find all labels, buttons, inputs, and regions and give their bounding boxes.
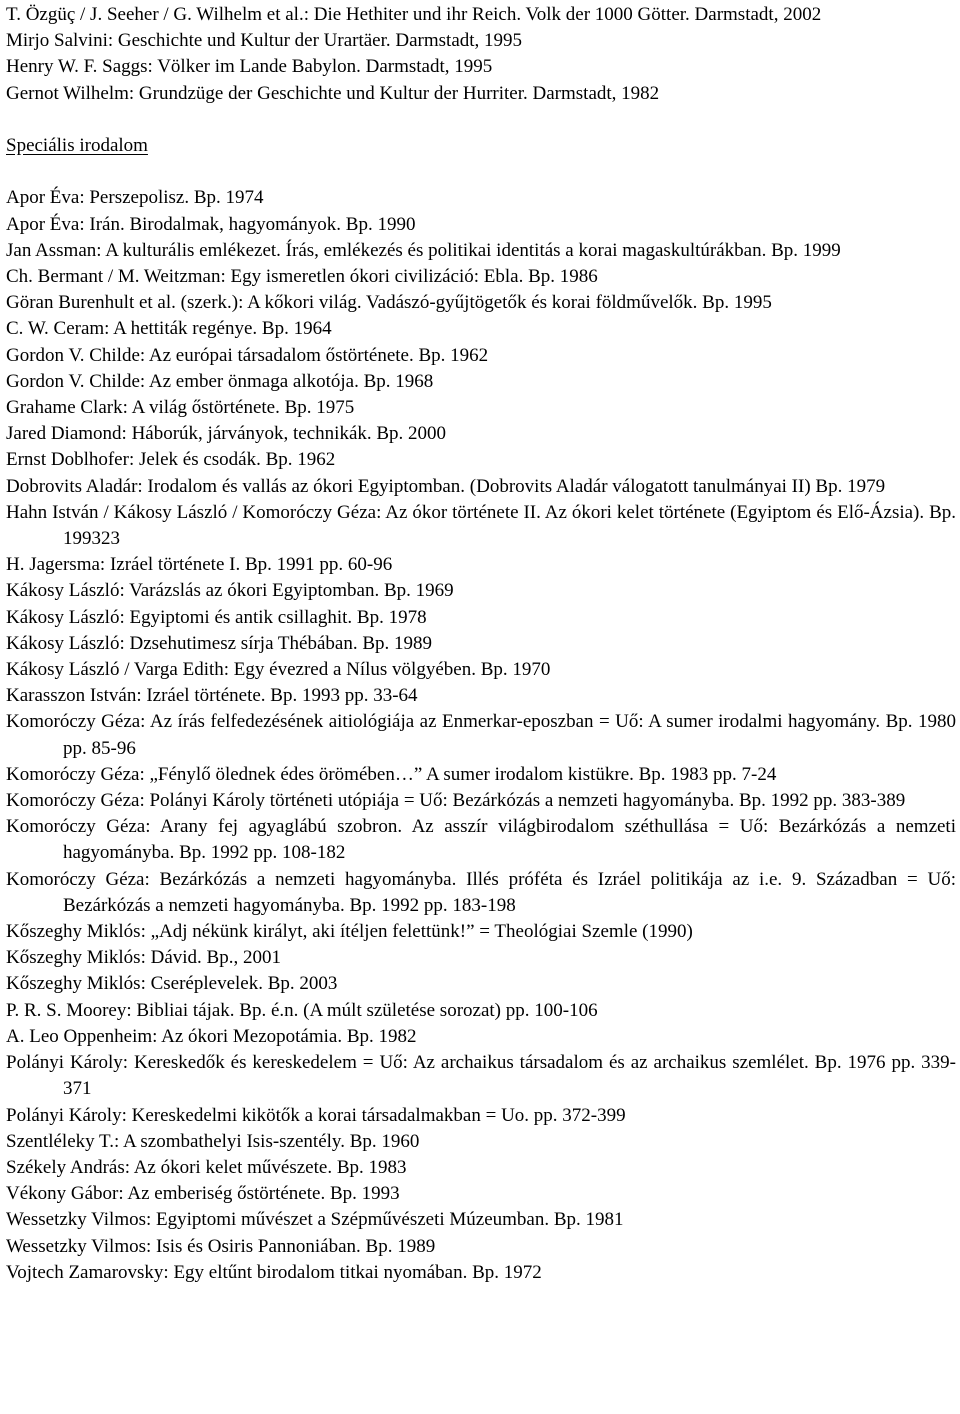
section-heading: Speciális irodalom <box>6 135 148 156</box>
bibliography-entry: Mirjo Salvini: Geschichte und Kultur der Urartäer. Darmstadt, 1995 <box>6 30 523 52</box>
bibliography-entry: Gernot Wilhelm: Grundzüge der Geschichte und Kultur der Hurriter. Darmstadt, 1982 <box>6 82 660 104</box>
bibliography-entry: T. Özgüç / J. Seeher / G. Wilhelm et al.: Die Hethiter und ihr Reich. Volk der 1000 Götter. Darmstadt, 2002 <box>6 4 822 25</box>
bibliography-entry: Polányi Károly: Kereskedelmi kikötők a korai társadalmakban = Uo. pp. 372-399 <box>6 1104 626 1126</box>
bibliography-entry: Ernst Doblhofer: Jelek és csodák. Bp. 1962 <box>6 449 336 471</box>
bibliography-entry: Karasszon István: Izráel története. Bp. 1993 pp. 33-64 <box>6 685 418 707</box>
bibliography-page <box>6 0 956 1286</box>
bibliography-entry: Henry W. F. Saggs: Völker im Lande Babylon. Darmstadt, 1995 <box>6 56 493 78</box>
bibliography-entry: Grahame Clark: A világ őstörténete. Bp. 1975 <box>6 397 355 419</box>
spacer <box>6 159 956 185</box>
bibliography-entry: Komoróczy Géza: „Fénylő ölednek édes örömében…” A sumer irodalom kistükre. Bp. 1983 pp. 7-24 <box>6 763 777 785</box>
bibliography-entry: Komoróczy Géza: Az írás felfedezésének aitiológiája az Enmerkar-eposzban = Uő: A sumer irodalmi hagyomány. Bp. 1980 pp. 85-96 <box>6 711 956 759</box>
bibliography-entry: Dobrovits Aladár: Irodalom és vallás az ókori Egyiptomban. (Dobrovits Aladár válogatott tanulmányai II) Bp. 1979 <box>6 475 886 497</box>
bibliography-entry: Gordon V. Childe: Az európai társadalom őstörténete. Bp. 1962 <box>6 344 489 366</box>
bibliography-entry: Székely András: Az ókori kelet művészete. Bp. 1983 <box>6 1156 407 1178</box>
bibliography-entry: Kőszeghy Miklós: Cseréplevelek. Bp. 2003 <box>6 973 338 995</box>
bibliography-entry: H. Jagersma: Izráel története I. Bp. 1991 pp. 60-96 <box>6 554 393 576</box>
bibliography-entry: Göran Burenhult et al. (szerk.): A kőkori világ. Vadászó-gyűjtögetők és korai földművelők. Bp. 1995 <box>6 292 772 314</box>
bibliography-entry: Kákosy László / Varga Edith: Egy évezred a Nílus völgyében. Bp. 1970 <box>6 659 551 681</box>
bibliography-entry: Kákosy László: Dzsehutimesz sírja Thébában. Bp. 1989 <box>6 632 432 654</box>
bibliography-entry: Szentléleky T.: A szombathelyi Isis-szentély. Bp. 1960 <box>6 1130 420 1152</box>
bibliography-entry: Jared Diamond: Háborúk, járványok, technikák. Bp. 2000 <box>6 423 447 445</box>
bibliography-entry: Wessetzky Vilmos: Isis és Osiris Pannoniában. Bp. 1989 <box>6 1235 436 1257</box>
bibliography-entry: Ch. Bermant / M. Weitzman: Egy ismeretlen ókori civilizáció: Ebla. Bp. 1986 <box>6 266 598 287</box>
bibliography-entry: Jan Assman: A kulturális emlékezet. Írás, emlékezés és politikai identitás a korai magaskultúrákban. Bp. 1999 <box>6 239 841 261</box>
bibliography-entry: Kőszeghy Miklós: Dávid. Bp., 2001 <box>6 947 281 969</box>
bibliography-entry: Polányi Károly: Kereskedők és kereskedelem = Uő: Az archaikus társadalom és az archaikus szemlélet. Bp. 1976 pp. 339-371 <box>6 1052 956 1100</box>
bibliography-entry: C. W. Ceram: A hettiták regénye. Bp. 1964 <box>6 318 332 340</box>
bibliography-entry: A. Leo Oppenheim: Az ókori Mezopotámia. Bp. 1982 <box>6 1025 417 1047</box>
spacer <box>6 107 956 133</box>
bibliography-entry: Kákosy László: Varázslás az ókori Egyiptomban. Bp. 1969 <box>6 580 454 602</box>
bibliography-entry: Komoróczy Géza: Bezárkózás a nemzeti hagyományba. Illés próféta és Izráel politikája az i.e. 9. Században = Uő: Bezárkózás a nemzeti hagyományba. Bp. 1992 pp. 183-198 <box>6 868 956 916</box>
bibliography-entry: Kákosy László: Egyiptomi és antik csillaghit. Bp. 1978 <box>6 606 427 628</box>
bibliography-entry: Vojtech Zamarovsky: Egy eltűnt birodalom titkai nyomában. Bp. 1972 <box>6 1261 542 1283</box>
bibliography-entry: Apor Éva: Irán. Birodalmak, hagyományok. Bp. 1990 <box>6 213 416 235</box>
bibliography-entry: Wessetzky Vilmos: Egyiptomi művészet a Szépművészeti Múzeumban. Bp. 1981 <box>6 1209 624 1231</box>
bibliography-entry: P. R. S. Moorey: Bibliai tájak. Bp. é.n. (A múlt születése sorozat) pp. 100-106 <box>6 999 598 1021</box>
bibliography-entry: Kőszeghy Miklós: „Adj nékünk királyt, aki ítéljen felettünk!” = Theológiai Szemle (1990) <box>6 921 693 943</box>
bibliography-entry: Komoróczy Géza: Arany fej agyaglábú szobron. Az asszír világbirodalom széthullása = Uő: Bezárkózás a nemzeti hagyományba. Bp. 1992 pp. 108-182 <box>6 816 956 864</box>
bibliography-entry: Hahn István / Kákosy László / Komoróczy Géza: Az ókor története II. Az ókori kelet története (Egyiptom és Elő-Ázsia). Bp. 199323 <box>6 501 956 550</box>
bibliography-entry: Gordon V. Childe: Az ember önmaga alkotója. Bp. 1968 <box>6 370 434 392</box>
special-literature-list <box>6 185 956 1286</box>
bibliography-entry: Vékony Gábor: Az emberiség őstörténete. Bp. 1993 <box>6 1183 400 1205</box>
bibliography-entry: Apor Éva: Perszepolisz. Bp. 1974 <box>6 187 264 209</box>
bibliography-entry: Komoróczy Géza: Polányi Károly történeti utópiája = Uő: Bezárkózás a nemzeti hagyományba. Bp. 1992 pp. 383-389 <box>6 790 906 812</box>
general-literature-list <box>6 0 956 107</box>
